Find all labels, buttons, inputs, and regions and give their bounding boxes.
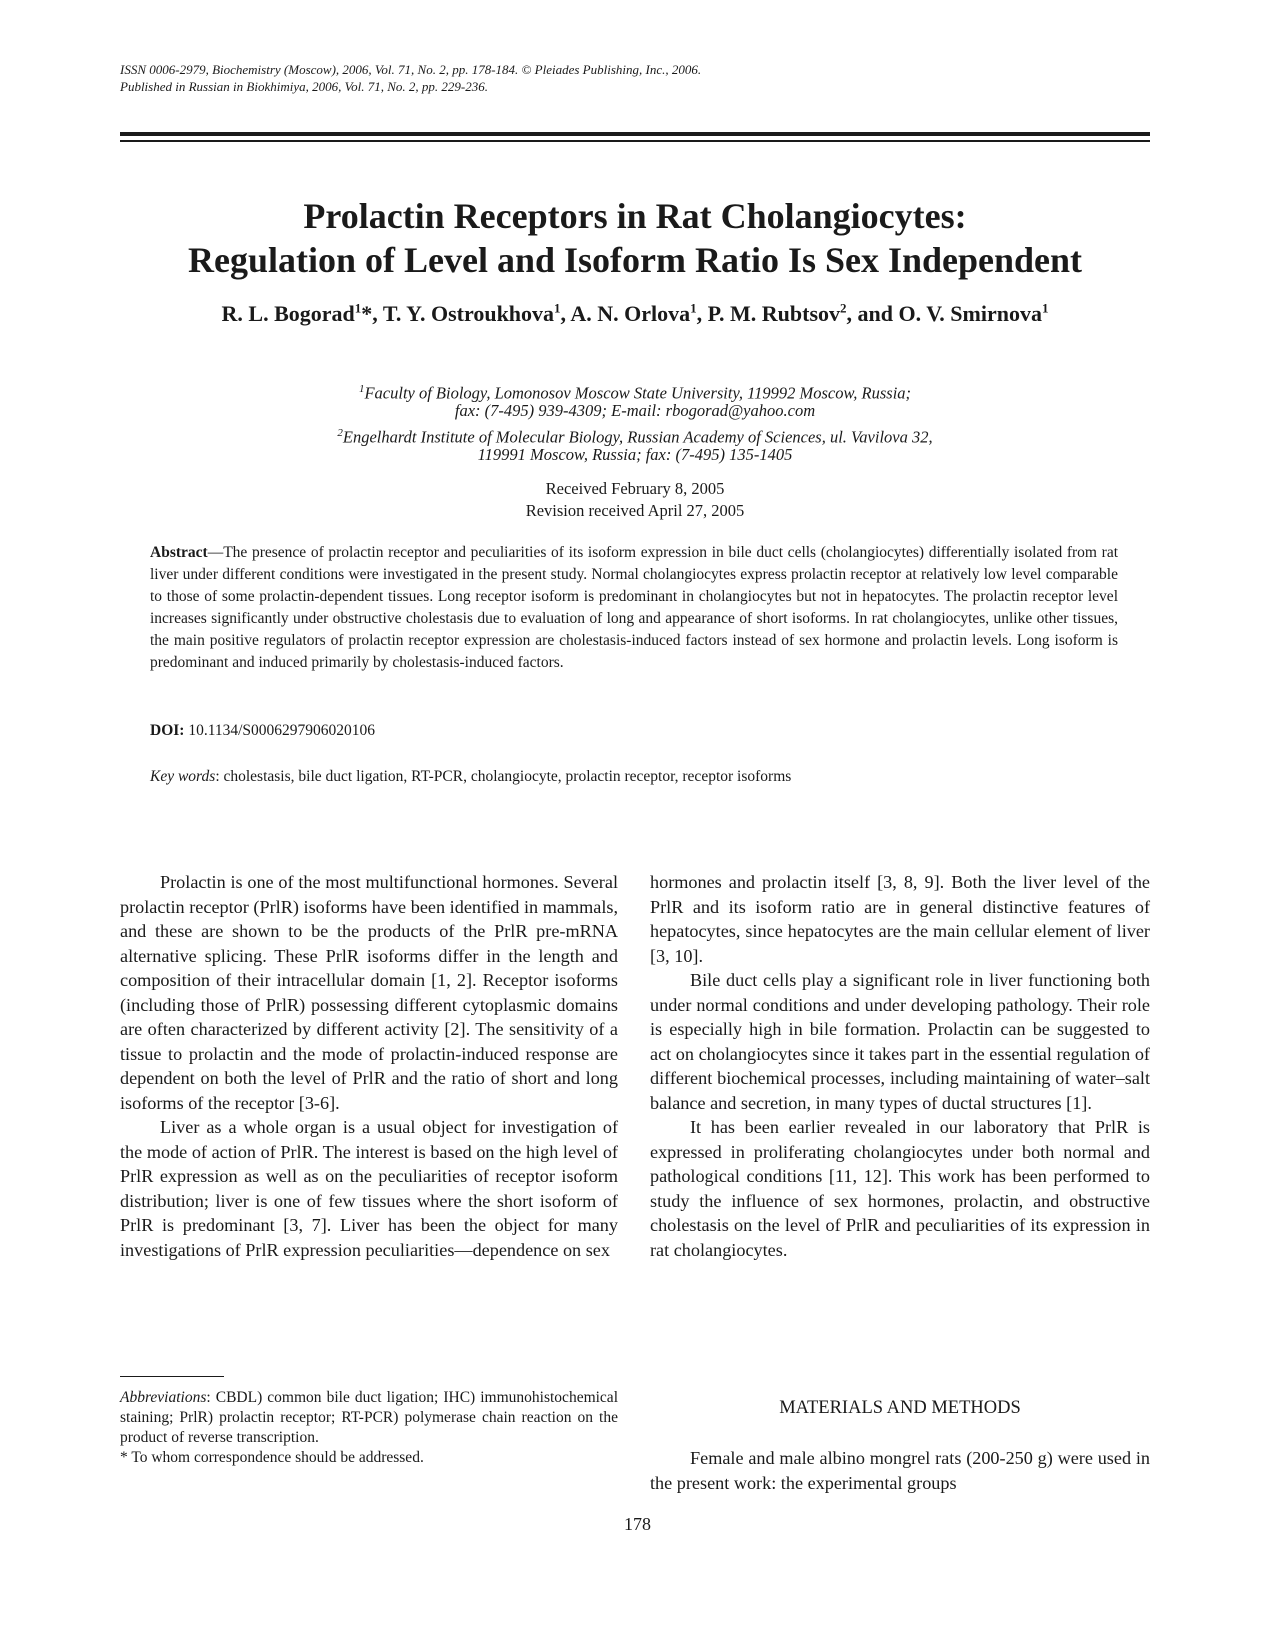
affiliation-2-line-2: 119991 Moscow, Russia; fax: (7-495) 135-1405 xyxy=(477,445,793,464)
header-rule-thin xyxy=(120,140,1150,142)
affiliation-1-line-2: fax: (7-495) 939-4309; E-mail: rbogorad@yahoo.com xyxy=(454,401,816,420)
author-list xyxy=(120,300,1150,328)
author-name: O. V. Smirnova xyxy=(898,301,1042,326)
paper-title-line-1: Prolactin Receptors in Rat Cholangiocytes: xyxy=(303,196,967,236)
author-name: R. L. Bogorad xyxy=(221,301,355,326)
section-heading: MATERIALS AND METHODS xyxy=(779,1398,1021,1418)
abstract-label: Abstract xyxy=(150,544,208,561)
footnotes xyxy=(120,1388,618,1468)
correspondence-footnote: * To whom correspondence should be addressed. xyxy=(120,1449,424,1466)
author-affiliation-mark: 1 xyxy=(690,300,697,316)
revision-date: Revision received April 27, 2005 xyxy=(525,501,745,520)
body-paragraph: Bile duct cells play a significant role in liver functioning both under normal conditions and under developing pathology. Their role is especially high in bile formation. Prolactin can be suggested to act on cholangiocytes since it takes part in the essential regulation of different biochemical processes, including maintaining of water–salt balance and secretion, in many types of ductal structures [1]. xyxy=(650,970,1150,1113)
author-affiliation-mark: 1 xyxy=(354,300,362,316)
methods-text xyxy=(650,1446,1150,1495)
author-affiliation-mark: 1 xyxy=(1041,300,1049,316)
author-affiliation-mark: 1 xyxy=(554,300,561,316)
keywords-line xyxy=(150,766,791,788)
left-column xyxy=(120,870,618,1262)
paper-title-line-2: Regulation of Level and Isoform Ratio Is Sex Independent xyxy=(187,240,1083,280)
keywords-value: : cholestasis, bile duct ligation, RT-PCR, cholangiocyte, prolactin receptor, receptor isoforms xyxy=(215,768,792,785)
received-date: Received February 8, 2005 xyxy=(545,479,725,498)
right-column xyxy=(650,870,1150,1262)
abbreviations-footnote xyxy=(120,1388,618,1448)
body-paragraph: Prolactin is one of the most multifunctional hormones. Several prolactin receptor (PrlR) isoforms have been identified in mammals, and these are shown to be the products of the PrlR pre-mRNA alternative splicing. These PrlR isoforms differ in the length and composition of their intracellular domain [1, 2]. Receptor isoforms (including those of PrlR) possessing different cytoplasmic domains are often characterized by different activity [2]. The sensitivity of a tissue to prolactin and the mode of prolactin-induced response are dependent on both the level of PrlR and the ratio of short and long isoforms of the receptor [3-6]. xyxy=(120,872,618,1113)
author-name: A. N. Orlova xyxy=(570,301,691,326)
translation-source-line: Published in Russian in Biokhimiya, 2006, Vol. 71, No. 2, pp. 229-236. xyxy=(120,79,488,94)
author-separator: , and xyxy=(846,301,899,326)
footnote-rule xyxy=(120,1376,224,1377)
author-separator: , xyxy=(696,301,708,326)
affiliation-text: Engelhardt Institute of Molecular Biology, Russian Academy of Sciences, ul. Vavilova 32, xyxy=(342,427,933,447)
doi-value: 10.1134/S0006297906020106 xyxy=(184,722,376,739)
abbreviations-text: : CBDL) common bile duct ligation; IHC) immunohistochemical staining; PrlR) prolactin receptor; RT-PCR) polymerase chain reaction on the product of reverse transcription. xyxy=(120,1389,618,1446)
affiliation-number: 1 xyxy=(358,383,365,395)
doi-line xyxy=(150,720,375,742)
affiliation-number: 2 xyxy=(337,427,343,439)
keywords-label: Key words xyxy=(150,768,216,785)
journal-citation-line: ISSN 0006-2979, Biochemistry (Moscow), 2006, Vol. 71, No. 2, pp. 178-184. © Pleiades Publishing, Inc., 2006. xyxy=(120,62,702,77)
abstract-text: —The presence of prolactin receptor and peculiarities of its isoform expression in bile duct cells (cholangiocytes) differentially isolated from rat liver under different conditions were investigated in the present study. Normal cholangiocytes express prolactin receptor at relatively low level comparable to those of some prolactin-dependent tissues. Long receptor isoform is predominant in cholangiocytes but not in hepatocytes. The prolactin receptor level increases significantly under obstructive cholestasis due to evaluation of long and appearance of short isoforms. In rat cholangiocytes, unlike other tissues, the main positive regulators of prolactin receptor expression are cholestasis-induced factors instead of sex hormone and prolactin levels. Long isoform is predominant and induced primarily by cholestasis-induced factors. xyxy=(150,544,1118,671)
author-name: T. Y. Ostroukhova xyxy=(382,301,555,326)
author-separator: , xyxy=(560,301,571,326)
page-number: 178 xyxy=(624,1514,651,1534)
body-paragraph: Female and male albino mongrel rats (200-250 g) were used in the present work: the experimental groups xyxy=(650,1448,1150,1493)
doi-label: DOI: xyxy=(150,722,185,739)
abbreviations-label: Abbreviations xyxy=(120,1389,207,1406)
author-name: P. M. Rubtsov xyxy=(707,301,841,326)
author-separator: *, xyxy=(361,301,383,326)
body-paragraph: hormones and prolactin itself [3, 8, 9]. Both the liver level of the PrlR and its isoform ratio are in general distinctive features of hepatocytes, since hepatocytes are the main cellular element of liver [3, 10]. xyxy=(650,872,1150,966)
affiliation-text: Faculty of Biology, Lomonosov Moscow State University, 119992 Moscow, Russia; xyxy=(364,383,912,403)
body-paragraph: Liver as a whole organ is a usual object for investigation of the mode of action of PrlR. The interest is based on the high level of PrlR expression as well as on the peculiarities of receptor isoform distribution; liver is one of few tissues where the short isoform of PrlR is predominant [3, 7]. Liver has been the object for many investigations of PrlR expression peculiarities—dependence on sex xyxy=(120,1117,618,1260)
abstract xyxy=(150,542,1118,674)
author-affiliation-mark: 2 xyxy=(840,300,847,316)
body-paragraph: It has been earlier revealed in our laboratory that PrlR is expressed in proliferating cholangiocytes under both normal and pathological conditions [11, 12]. This work has been performed to study the influence of sex hormones, prolactin, and obstructive cholestasis on the level of PrlR and peculiarities of its expression in rat cholangiocytes. xyxy=(650,1117,1150,1260)
header-rule-thick xyxy=(120,132,1150,136)
